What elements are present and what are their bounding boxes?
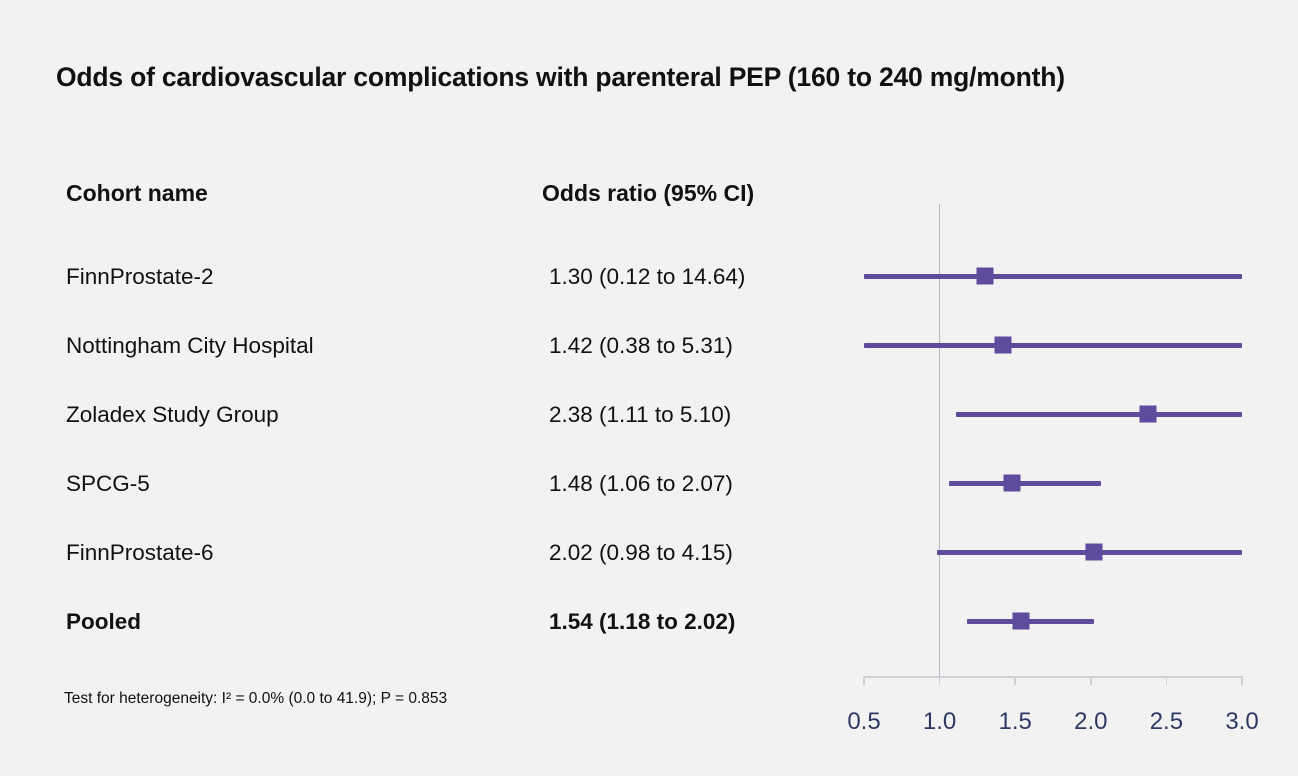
odds-ratio-value: 2.38 (1.11 to 5.10) <box>549 402 732 427</box>
cohort-name: Zoladex Study Group <box>66 402 279 427</box>
odds-ratio-value: 1.42 (0.38 to 5.31) <box>549 333 733 358</box>
odds-ratio-value: 2.02 (0.98 to 4.15) <box>549 540 733 565</box>
table-row <box>0 607 1298 651</box>
heterogeneity-note: Test for heterogeneity: I² = 0.0% (0.0 to 41.9); P = 0.853 <box>64 690 448 707</box>
x-axis-tick-label: 3.0 <box>1225 708 1259 735</box>
cohort-name: Nottingham City Hospital <box>66 333 314 358</box>
x-axis-tick-label: 1.0 <box>922 708 957 735</box>
table-row <box>0 400 1298 444</box>
chart-title: Odds of cardiovascular complications with parenteral PEP (160 to 240 mg/month) <box>56 62 1065 92</box>
table-row <box>0 262 1298 306</box>
odds-ratio-value: 1.54 (1.18 to 2.02) <box>549 609 736 634</box>
column-header-odds-ratio: Odds ratio (95% CI) <box>542 180 755 206</box>
cohort-name: FinnProstate-2 <box>66 264 214 289</box>
column-header-cohort: Cohort name <box>66 180 208 206</box>
odds-ratio-value: 1.30 (0.12 to 14.64) <box>549 264 746 289</box>
table-row <box>0 538 1298 582</box>
cohort-name: Pooled <box>66 609 142 634</box>
odds-ratio-value: 1.48 (1.06 to 2.07) <box>549 471 733 496</box>
cohort-name: SPCG-5 <box>66 471 150 496</box>
x-axis-tick-label: 2.5 <box>1149 708 1184 735</box>
x-axis-tick-label: 1.5 <box>998 708 1032 735</box>
table-row <box>0 469 1298 513</box>
cohort-name: FinnProstate-6 <box>66 540 214 565</box>
table-row <box>0 331 1298 375</box>
x-axis-tick-label: 2.0 <box>1074 708 1108 735</box>
x-axis-tick-label: 0.5 <box>847 708 881 735</box>
